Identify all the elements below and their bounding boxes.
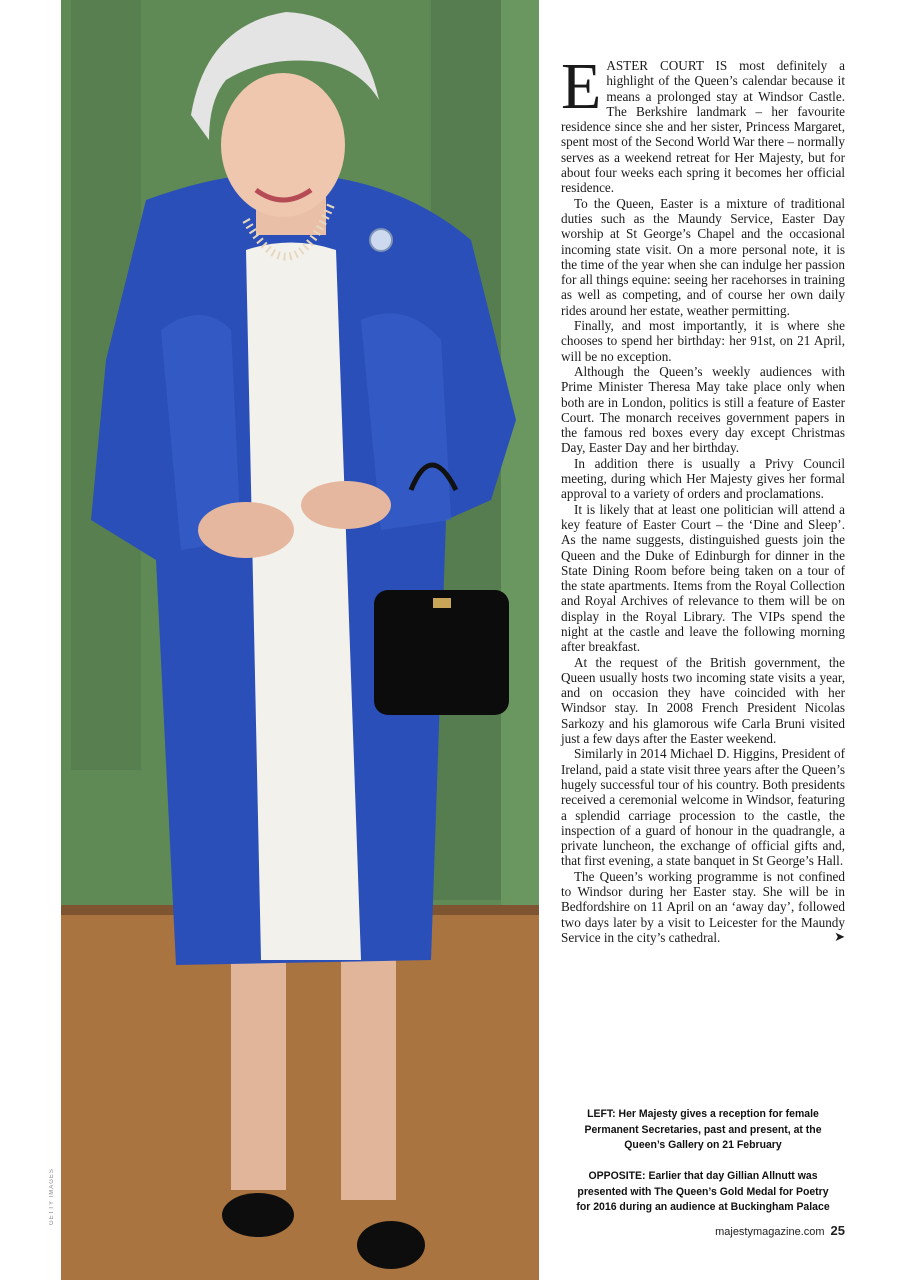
paragraph-3: Finally, and most importantly, it is where she chooses to spend her birthday: her 91st, on 21 April, will be no exception. [561, 318, 845, 364]
drop-cap: E [561, 50, 602, 123]
photo-illustration [61, 0, 539, 1280]
brooch [370, 229, 392, 251]
paragraph-2: To the Queen, Easter is a mixture of traditional duties such as the Maundy Service, Easter Day worship at St George’s Chapel and the occasional incoming state visit. On a more personal note, it is the time of the year when she can indulge her passion for all things equine: seeing her racehorses in training as well as competing, and of course her own daily rides around her estate, weather permitting. [561, 195, 845, 318]
page-footer [715, 1223, 845, 1238]
paragraph-4: Although the Queen’s weekly audiences with Prime Minister Theresa May take place only when both are in London, politics is still a feature of Easter Court. The monarch receives government papers in the famous red boxes every day except Christmas Day, Easter Day and her birthday. [561, 363, 845, 456]
paragraph-9: The Queen’s working programme is not confined to Windsor during her Easter stay. She will be in Bedfordshire on 11 April on an ‘away day’, followed two days later by a visit to Leicester for the Maundy Service in the city’s cathedral. ➤ [561, 868, 845, 945]
caption-left: LEFT: Her Majesty gives a reception for female Permanent Secretaries, past and present, at the Queen’s Gallery on 21 February [584, 1108, 822, 1151]
door-frame [501, 0, 539, 915]
article-body [561, 50, 845, 945]
shoe-right [357, 1221, 425, 1269]
photo-credit: GETTY IMAGES [49, 1168, 55, 1225]
shoe-left [222, 1193, 294, 1237]
face [221, 73, 345, 217]
photo-queen-reception [61, 0, 539, 1280]
paragraph-5: In addition there is usually a Privy Council meeting, during which Her Majesty gives her formal approval to a variety of orders and proclamations. [561, 455, 845, 502]
paragraph-7: At the request of the British government, the Queen usually hosts two incoming state visits a year, and on occasion they have coincided with her Windsor stay. In 2008 French President Nicolas Sarkozy and his glamorous wife Carla Bruni visited just a few days after the Easter weekend. [561, 654, 845, 747]
lead-in: ASTER COURT IS [606, 58, 728, 73]
paragraph-8: Similarly in 2014 Michael D. Higgins, President of Ireland, paid a state visit three years after the Queen’s hugely successful tour of his country. Both presidents received a ceremonial welcome in Windsor, featuring a splendid carriage procession to the castle, the inspection of a guard of honour in the quadrangle, a private luncheon, the exchange of official gifts and, that first evening, a state banquet in St George’s Hall. [561, 746, 845, 869]
leg-left [231, 960, 286, 1190]
caption-opposite: OPPOSITE: Earlier that day Gillian Allnutt was presented with The Queen’s Gold Medal for Poetry for 2016 during an audience at Buckingham Palace [576, 1170, 830, 1213]
leg-right [341, 960, 396, 1200]
footer-site: majestymagazine.com [715, 1226, 825, 1238]
page-number: 25 [830, 1223, 845, 1238]
paragraph-6: It is likely that at least one politician will attend a key feature of Easter Court – the ‘Dine and Sleep’. As the name suggests, distinguished guests join the Queen and the Duke of Edinburgh for dinner in the State Dining Room before being taken on a tour of the state apartments. Items from the Royal Collection and Royal Archives of relevance to them will be on display in the Royal Library. The VIPs spend the night at the castle and leave the following morning after breakfast. [561, 501, 845, 655]
hands [198, 502, 294, 558]
continue-arrow-icon: ➤ [834, 929, 845, 945]
paragraph-1: EASTER COURT IS most definitely a highlight of the Queen’s calendar because it means a prolonged stay at Windsor Castle. The Berkshire landmark – her favourite residence since she and her sister, Princess Margaret, spent most of the Second World War there – normally serves as a weekend retreat for Her Majesty, but for about four weeks each spring it becomes her official residence. [561, 50, 845, 196]
handbag [374, 590, 509, 715]
